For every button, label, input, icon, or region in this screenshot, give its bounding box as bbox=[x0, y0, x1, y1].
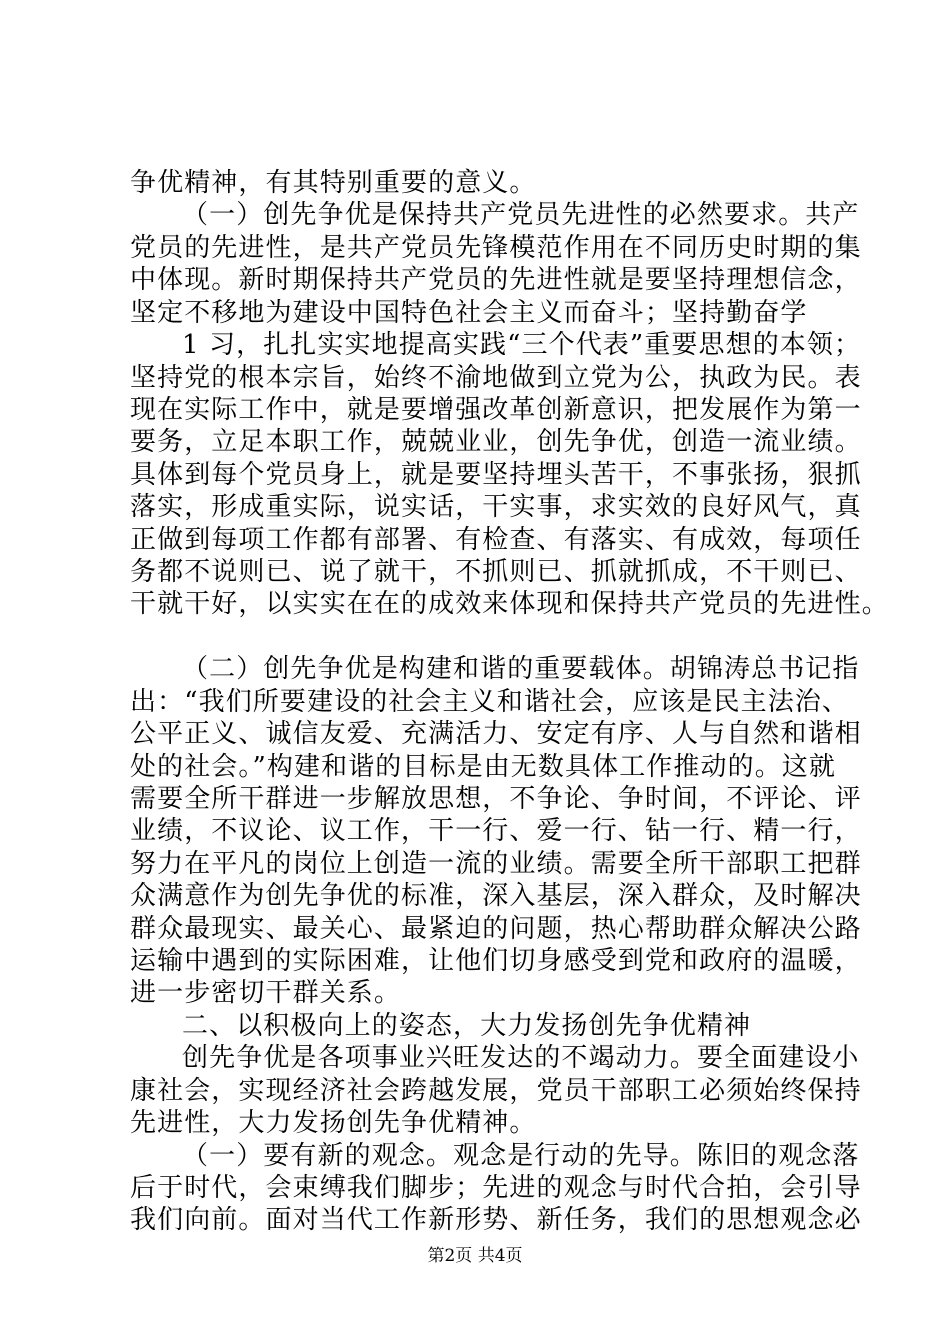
text-line: 务都不说则已、说了就干，不抓则已、抓就抓成，不干则已、 bbox=[130, 557, 862, 588]
text-line: 现在实际工作中，就是要增强改革创新意识，把发展作为第一 bbox=[130, 394, 862, 425]
text-line: 1 习，扎扎实实地提高实践“三个代表”重要思想的本领； bbox=[182, 330, 862, 361]
text-line: 争优精神，有其特别重要的意义。 bbox=[130, 168, 537, 198]
text-line: 我们向前。面对当代工作新形势、新任务，我们的思想观念必 bbox=[130, 1205, 862, 1236]
text-line: 落实，形成重实际，说实话，干实事，求实效的良好风气，真 bbox=[130, 492, 862, 523]
text-line: 先进性，大力发扬创先争优精神。 bbox=[130, 1108, 537, 1139]
text-line: 坚持党的根本宗旨，始终不渝地做到立党为公，执政为民。表 bbox=[130, 362, 862, 393]
text-line: 努力在平凡的岗位上创造一流的业绩。需要全所干部职工把群 bbox=[130, 848, 862, 879]
text-line: 要务，立足本职工作，兢兢业业，创先争优，创造一流业绩。 bbox=[130, 427, 862, 458]
section-heading: 二、以积极向上的姿态，大力发扬创先争优精神 bbox=[182, 1010, 752, 1041]
text-line: 具体到每个党员身上，就是要坚持埋头苦干，不事张扬，狠抓 bbox=[130, 459, 862, 490]
text-line: 进一步密切干群关系。 bbox=[130, 978, 402, 1009]
text-line: 众满意作为创先争优的标准，深入基层，深入群众，及时解决 bbox=[130, 881, 862, 912]
text-line: （一）创先争优是保持共产党员先进性的必然要求。共产 bbox=[182, 200, 860, 231]
text-line: 正做到每项工作都有部署、有检查、有落实、有成效，每项任 bbox=[130, 524, 862, 555]
text-line: 业绩，不议论、议工作，干一行、爱一行、钻一行、精一行， bbox=[130, 816, 862, 847]
text-line: 需要全所干群进一步解放思想，不争论、争时间，不评论、评 bbox=[130, 783, 862, 814]
text-line: 处的社会。”构建和谐的目标是由无数具体工作推动的。这就 bbox=[130, 751, 836, 782]
text-line: 后于时代，会束缚我们脚步；先进的观念与时代合拍，会引导 bbox=[130, 1172, 862, 1203]
text-line: 康社会，实现经济社会跨越发展，党员干部职工必须始终保持 bbox=[130, 1075, 862, 1106]
text-line: （一）要有新的观念。观念是行动的先导。陈旧的观念落 bbox=[182, 1140, 860, 1171]
text-line: （二）创先争优是构建和谐的重要载体。胡锦涛总书记指 bbox=[182, 654, 860, 685]
text-line: 坚定不移地为建设中国特色社会主义而奋斗；坚持勤奋学 bbox=[130, 297, 808, 328]
text-line: 群众最现实、最关心、最紧迫的问题，热心帮助群众解决公路 bbox=[130, 913, 862, 944]
text-line: 出：“我们所要建设的社会主义和谐社会，应该是民主法治、 bbox=[130, 686, 849, 717]
text-line: 公平正义、诚信友爱、充满活力、安定有序、人与自然和谐相 bbox=[130, 719, 862, 750]
page-footer: 第2页 共4页 bbox=[427, 1246, 523, 1266]
text-line: 创先争优是各项事业兴旺发达的不竭动力。要全面建设小 bbox=[182, 1043, 860, 1074]
text-line: 党员的先进性，是共产党员先锋模范作用在不同历史时期的集 bbox=[130, 232, 862, 263]
text-line: 干就干好，以实实在在的成效来体现和保持共产党员的先进性。 bbox=[130, 589, 889, 620]
text-line: 运输中遇到的实际困难，让他们切身感受到党和政府的温暖， bbox=[130, 946, 862, 977]
text-line: 中体现。新时期保持共产党员的先进性就是要坚持理想信念， bbox=[130, 265, 862, 296]
